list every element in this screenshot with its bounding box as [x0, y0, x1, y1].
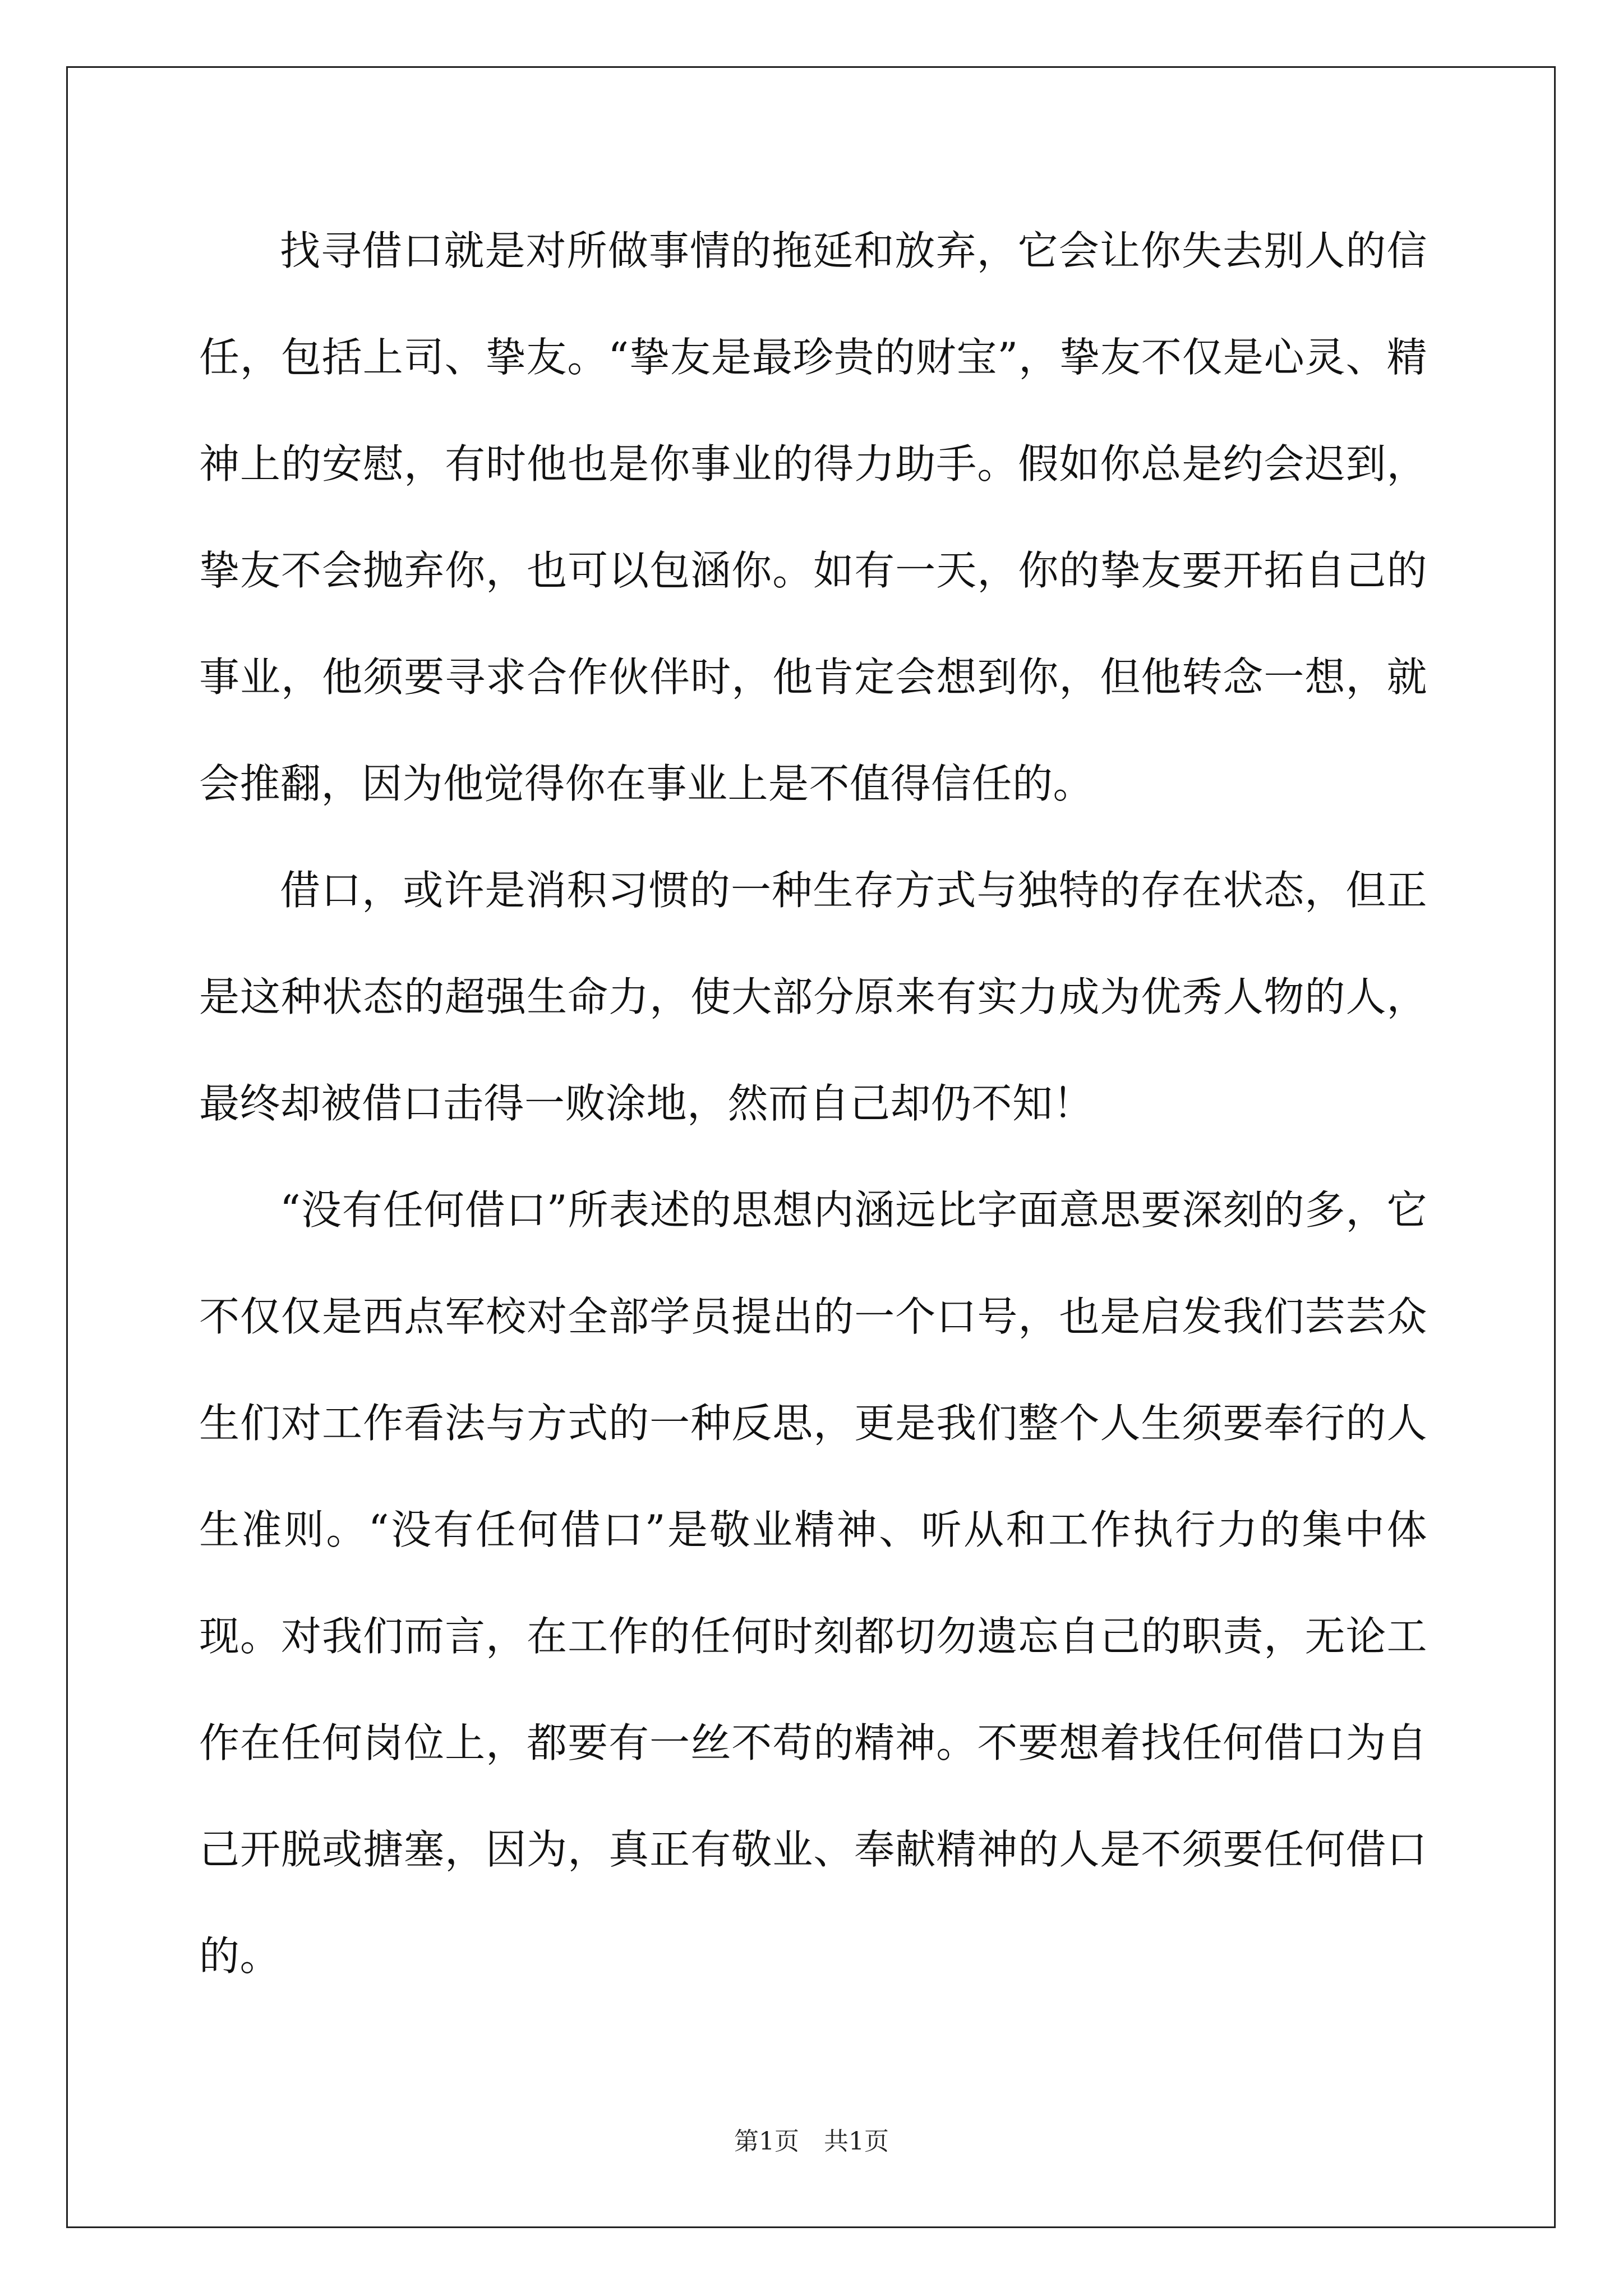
- document-body: [199, 197, 1427, 2009]
- paragraph-1: 找寻借口就是对所做事情的拖延和放弃，它会让你失去别人的信任，包括上司、挚友。“挚友是最珍贵的财宝”，挚友不仅是心灵、精神上的安慰，有时他也是你事业的得力助手。假如你总是约会迟到，挚友不会抛弃你，也可以包涵你。如有一天，你的挚友要开拓自己的事业，他须要寻求合作伙伴时，他肯定会想到你，但他转念一想，就会推翻，因为他觉得你在事业上是不值得信任的。: [199, 227, 1427, 807]
- paragraph-3: “没有任何借口”所表述的思想内涵远比字面意思要深刻的多，它不仅仅是西点军校对全部学员提出的一个口号，也是启发我们芸芸众生们对工作看法与方式的一种反思，更是我们整个人生须要奉行的人生准则。“没有任何借口”是敬业精神、听从和工作执行力的集中体现。对我们而言，在工作的任何时刻都切勿遗忘自己的职责，无论工作在任何岗位上，都要有一丝不苟的精神。不要想着找任何借口为自己开脱或搪塞，因为，真正有敬业、奉献精神的人是不须要任何借口的。: [199, 1186, 1427, 1980]
- paragraph-2: 借口，或许是消积习惯的一种生存方式与独特的存在状态，但正是这种状态的超强生命力，使大部分原来有实力成为优秀人物的人，最终却被借口击得一败涂地，然而自己却仍不知！: [199, 867, 1427, 1127]
- page-number-footer: 第1页 共1页: [734, 2127, 889, 2156]
